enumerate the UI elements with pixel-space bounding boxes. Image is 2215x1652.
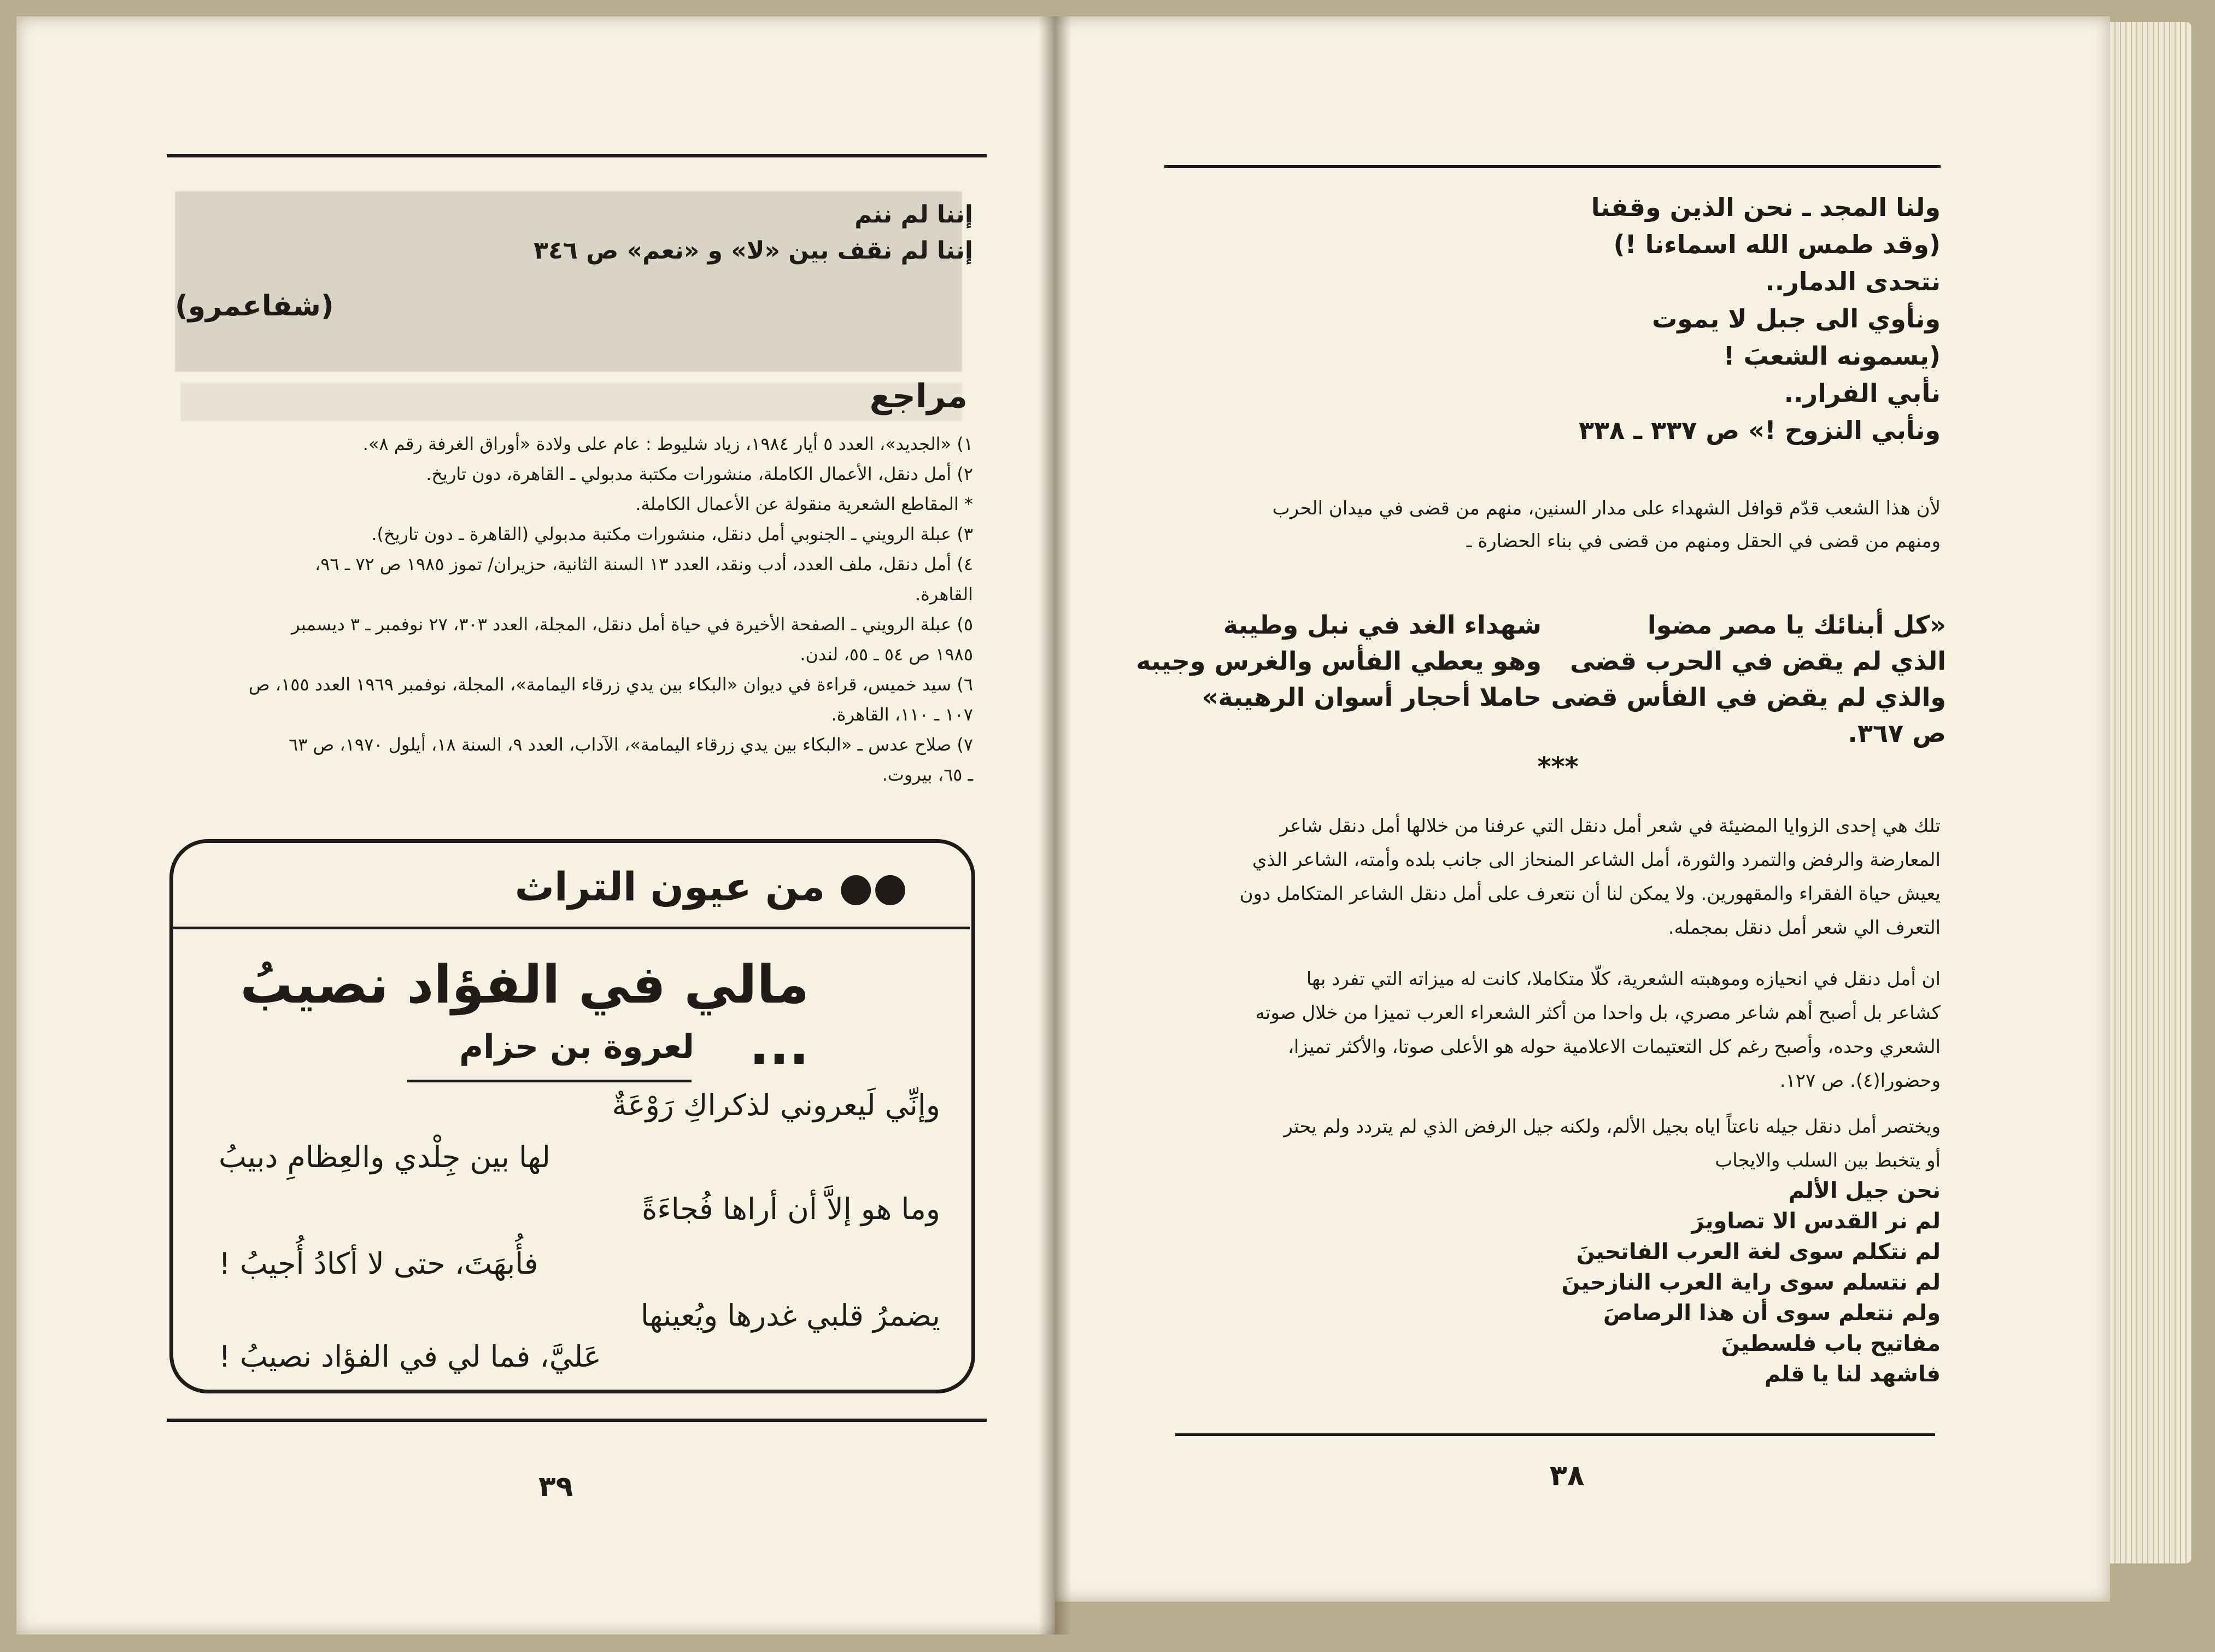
poem-line: وهو يعطي الفأس والغرس وجيبه [1136,646,1542,676]
top-rule-left [167,154,987,157]
couplets-left-column [1136,607,1542,715]
poem-line: ولم نتعلم سوى أن هذا الرصاصَ [1603,1300,1941,1326]
reference-item: القاهرة. [915,584,973,605]
poem-line: لم نر القدس الا تصاويرَ [1691,1209,1941,1234]
text-line: يعيش حياة الفقراء والمقهورين. ولا يمكن لنا أن نتعرف على أمل دنقل الشاعر المتكامل دون [1239,883,1941,905]
verse-line: فأُبهَتَ، حتى لا أكادُ أُجيبُ ! [219,1246,538,1281]
reference-item: ٣) عبلة الرويني ـ الجنوبي أمل دنقل، منشورات مكتبة مدبولي (القاهرة ـ دون تاريخ). [371,524,973,544]
text-line: إننا لم ننم [854,201,973,229]
heritage-header: ●● من عيون التراث [514,864,907,910]
poem-top [1421,189,1941,449]
poem-line: ونأبي النزوح !» ص ٣٣٧ ـ ٣٣٨ [1579,415,1941,445]
page-number-left: ٣٩ [538,1471,573,1503]
reference-item: ٤) أمل دنقل، ملف العدد، أدب ونقد، العدد ١٣ السنة الثانية، حزيران/ تموز ١٩٨٥ ص ٧٢ ـ ٩٦، [314,554,973,575]
poem-line: ص ٣٦٧. [1848,718,1946,748]
reference-item: * المقاطع الشعرية منقولة عن الأعمال الكاملة. [635,494,973,514]
poem-line: حاملا أحجار أسوان الرهيبة» [1202,682,1542,712]
reference-item: ٢) أمل دنقل، الأعمال الكاملة، منشورات مكتبة مدبولي ـ القاهرة، دون تاريخ. [426,464,973,484]
author-location: (شفاعمرو) [175,290,334,323]
text-line: تلك هي إحدى الزوايا المضيئة في شعر أمل دنقل التي عرفنا من خلالها أمل دنقل شاعر [1280,815,1941,837]
poem-line: نحن جيل الألم [1788,1178,1941,1203]
text-line: ومنهم من قضى في الحقل ومنهم من قضى في بناء الحضارة ـ [1466,530,1941,552]
poem-line: شهداء الغد في نبل وطيبة [1223,610,1542,640]
top-rule-right [1164,165,1941,168]
poem-closing-lines [492,197,973,269]
paragraph-1 [1175,492,1941,558]
heritage-title: مالي في الفؤاد نصيبُ ... [240,954,809,1076]
paragraph-4 [1164,1110,1941,1178]
poem-line: (يسمونه الشعبَ ! [1723,341,1941,371]
text-line: وحضورا(٤). ص ١٢٧. [1779,1070,1941,1092]
text-line: أو يتخبط بين السلب والايجاب [1715,1150,1941,1171]
poem-line: لم نتكلم سوى لغة العرب الفاتحينَ [1576,1239,1941,1264]
reference-item: ٧) صلاح عدس ـ «البكاء بين يدي زرقاء اليمامة»، الآداب، العدد ٩، السنة ١٨، أيلول ١٩٧٠، ص ٦٣ [289,734,973,755]
reference-item: ـ ٦٥، بيروت. [882,764,973,785]
poem-line: (وقد طمس الله اسماءنا !) [1613,230,1941,259]
text-line: لأن هذا الشعب قدّم قوافل الشهداء على مدار السنين، منهم من قضى في ميدان الحرب [1272,497,1941,519]
page-number-right: ٣٨ [1550,1460,1585,1492]
text-line: المعارضة والرفض والتمرد والثورة، أمل الشاعر المنحاز الى جانب بلده وأمته، الشاعر الذي [1252,849,1941,871]
text-line: كشاعر بل أصبح أهم شاعر مصري، بل واحدا من أكثر الشعراء العرب تميزا من خلال صوته [1255,1002,1941,1024]
reference-item: ١) «الجديد»، العدد ٥ أيار ١٩٨٤، زياد شليوط : عام على ولادة «أوراق الغرفة رقم ٨». [362,433,973,454]
reference-item: ٦) سيد خميس، قراءة في ديوان «البكاء بين يدي زرقاء اليمامة»، المجلة، نوفمبر ١٩٦٩ العدد ١٥٥، ص [248,674,973,695]
verse-line: وما هو إلاَّ أن أراها فُجاءَةً [642,1192,940,1226]
poem-line: الذي لم يقض في الحرب قضى [1569,646,1946,676]
verse-line: يضمرُ قلبي غدرها ويُعينها [640,1298,940,1333]
poem-line: والذي لم يقض في الفأس قضى [1551,682,1946,712]
book-gutter [1039,16,1071,1635]
couplets-right-column [1551,607,1946,751]
paragraph-3 [1164,962,1941,1098]
author-underline [407,1080,692,1082]
verse-line: عَليَّ، فما لي في الفؤاد نصيبُ ! [219,1339,601,1374]
references-title: مراجع [869,377,968,415]
poem-line: لم نتسلم سوى راية العرب النازحينَ [1561,1270,1941,1295]
poem-line: فاشهد لنا يا قلم [1764,1362,1941,1387]
poem-bottom [1476,1175,1941,1390]
bottom-rule-right [1175,1433,1935,1436]
text-line: التعرف الي شعر أمل دنقل بمجمله. [1668,917,1941,939]
paragraph-2 [1164,809,1941,945]
reference-item: ٥) عبلة الرويني ـ الصفحة الأخيرة في حياة أمل دنقل، المجلة، العدد ٣٠٣، ٢٧ نوفمبر ـ ٣ ديسمبر [291,614,973,635]
section-separator: *** [1537,752,1579,782]
references-list [169,429,973,790]
poem-line: مفاتيح باب فلسطينَ [1721,1331,1941,1356]
poem-line: نأبي الفرار.. [1784,378,1941,408]
heritage-author: لعروة بن حزام [459,1028,694,1066]
page-edges [2110,22,2192,1563]
text-line: إننا لم نقف بين «لا» و «نعم» ص ٣٤٦ [534,237,973,265]
text-line: ان أمل دنقل في انحيازه وموهبته الشعرية، كلّا متكاملا، كانت له ميزاته التي تفرد بها [1306,968,1941,990]
reference-item: ١٩٨٥ ص ٥٤ ـ ٥٥، لندن. [800,644,973,665]
poem-line: نتحدى الدمار.. [1765,267,1941,296]
poem-line: «كل أبنائك يا مصر مضوا [1647,610,1946,640]
verse-line: لها بين جِلْدي والعِظامِ دبيبُ [219,1140,550,1174]
text-line: ويختصر أمل دنقل جيله ناعتاً اياه بجيل الألم، ولكنه جيل الرفض الذي لم يتردد ولم يحتر [1284,1116,1941,1138]
heritage-header-rule [171,927,970,929]
bottom-rule-left [167,1419,987,1422]
poem-line: ولنا المجد ـ نحن الذين وقفنا [1591,192,1941,222]
reference-item: ١٠٧ ـ ١١٠، القاهرة. [831,704,973,725]
poem-line: ونأوي الى جبل لا يموت [1652,304,1941,333]
text-line: الشعري وحده، وأصبح رغم كل التعتيمات الاعلامية حوله هو الأعلى صوتا، والأكثر تميزا، [1287,1036,1941,1058]
verse-line: وإنِّي لَيعروني لذكراكِ رَوْعَةٌ [612,1088,940,1122]
